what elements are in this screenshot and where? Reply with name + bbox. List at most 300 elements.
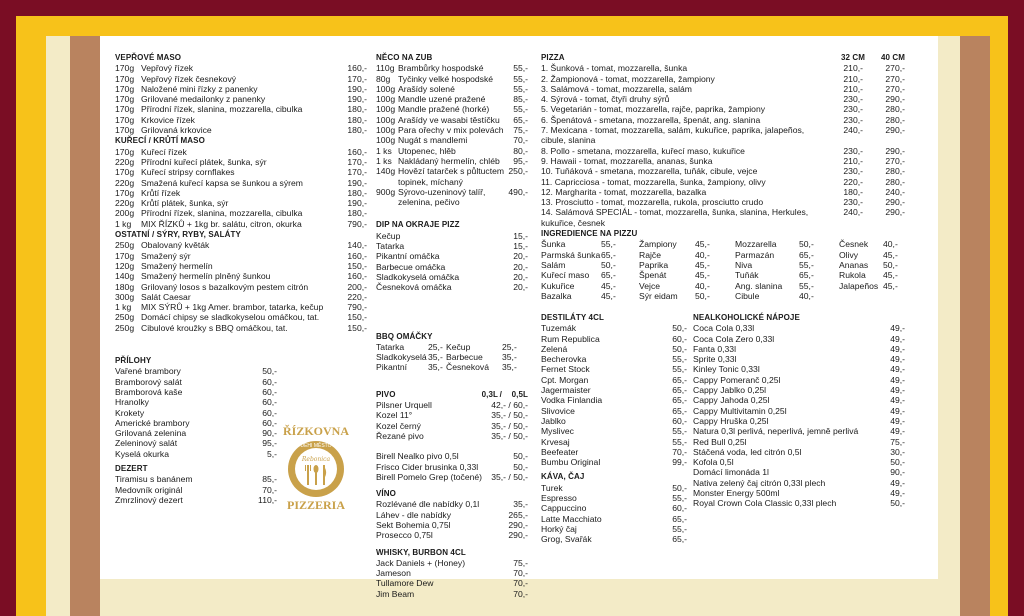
pizza-price-32: 230,-: [843, 94, 863, 105]
item-price: 55,-: [672, 523, 687, 534]
ingredient-row: [541, 250, 905, 260]
item-name: Sladkokyselá omáčka: [376, 271, 460, 282]
item-name: Kuřecí řízek: [141, 146, 187, 157]
menu-item: [541, 483, 687, 493]
item-price: 60,-: [672, 503, 687, 514]
pizza-name: 3. Salámová - tomat, mozzarella, salám: [541, 83, 692, 94]
pizza-item: [541, 63, 905, 73]
beer-header: [376, 389, 528, 400]
item-name: Pikantní: [376, 362, 408, 373]
item-name: Cappy Hruška 0,25l: [693, 415, 769, 426]
item-quantity: 170g: [115, 94, 135, 105]
item-name: Grog, Svařák: [541, 534, 592, 545]
item-price: 65,-: [672, 534, 687, 545]
menu-item: [115, 167, 367, 177]
menu-item: [376, 125, 528, 135]
item-price: 35,-: [513, 499, 528, 510]
menu-item: [115, 428, 277, 438]
ingredient-price: 45,-: [883, 249, 898, 260]
beer-size-03: 0,3L: [481, 389, 498, 399]
item-price: 25,-: [428, 341, 443, 352]
item-quantity: 120g: [115, 260, 135, 271]
spacer: [376, 293, 528, 331]
item-quantity: 100g: [376, 83, 396, 94]
item-quantity: 180g: [115, 281, 135, 292]
item-price: 290,-: [508, 519, 528, 530]
menu-item: [376, 462, 528, 472]
item-name: Pilsner Urquell: [376, 400, 432, 411]
pizza-size-32: 32 CM: [840, 53, 865, 62]
section-title-spirits: DESTILÁTY 4CL: [541, 313, 604, 322]
item-quantity: 220g: [115, 177, 135, 188]
item-name: Cibulové kroužky s BBQ omáčkou, tat.: [141, 322, 288, 333]
menu-column-pizza: [541, 52, 905, 301]
item-price: 75,-: [513, 125, 528, 136]
menu-item: [541, 364, 687, 374]
ingredient-row: [541, 281, 905, 291]
item-quantity: 100g: [376, 125, 396, 136]
beer-size-sep: /: [499, 389, 502, 399]
section-title-ingredients: INGREDIENCE NA PIZZU: [541, 229, 638, 239]
item-price: 70,-: [262, 484, 277, 495]
item-price: 170,-: [347, 167, 367, 178]
item-quantity: 170g: [115, 63, 135, 74]
item-price: 180,-: [347, 187, 367, 198]
item-price: 265,-: [508, 509, 528, 520]
item-name: Cappuccino: [541, 503, 587, 514]
item-price: 49,-: [890, 415, 905, 426]
item-name: Birell Nealko pivo 0,5l: [376, 451, 459, 462]
pizza-item: [541, 125, 905, 146]
menu-item: [693, 478, 905, 488]
item-name: Smažený hermelín plněný šunkou: [141, 271, 271, 282]
menu-item: [115, 271, 367, 281]
item-name: Stáčená voda, led citrón 0,5l: [693, 446, 802, 457]
ingredient-price: 65,-: [799, 270, 814, 281]
menu-item: [693, 488, 905, 498]
item-name: Jameson: [376, 568, 411, 579]
ingredient-name: Rajče: [639, 249, 661, 260]
menu-item: [115, 312, 367, 322]
item-name: Vodka Finlandia: [541, 395, 603, 406]
menu-item: [693, 426, 905, 436]
section-title-sides: PŘÍLOHY: [115, 356, 152, 366]
menu-item: [115, 115, 367, 125]
item-quantity: 100g: [376, 94, 396, 105]
item-name: Krůtí plátek, šunka, sýr: [141, 198, 229, 209]
pizza-price-32: 220,-: [843, 176, 863, 187]
item-price: 15,-: [513, 230, 528, 241]
item-price: 60,-: [672, 415, 687, 426]
item-name: Para ořechy v mix polevách: [398, 125, 504, 136]
menu-item: [376, 94, 528, 104]
pizza-price-32: 240,-: [843, 207, 863, 218]
item-quantity: 1 ks: [376, 145, 392, 156]
item-quantity: 250g: [115, 312, 135, 323]
pizza-price-40: 270,-: [885, 155, 905, 166]
section-title-chicken: KUŘECÍ / KRŮTÍ MASO: [115, 136, 205, 146]
item-price: 70,-: [513, 588, 528, 599]
ingredient-name: Olivy: [839, 249, 859, 260]
item-price: 290,-: [508, 530, 528, 541]
spacer: [115, 333, 367, 355]
item-price: 160,-: [347, 250, 367, 261]
menu-item: [115, 63, 367, 73]
ingredient-price: 45,-: [883, 270, 898, 281]
item-name: Jablko: [541, 415, 566, 426]
item-quantity: 250g: [115, 240, 135, 251]
item-price: 60,-: [262, 386, 277, 397]
beer-size-05: 0,5L: [511, 389, 528, 399]
item-price: 200,-: [347, 281, 367, 292]
item-price: 55,-: [513, 83, 528, 94]
item-price: 75,-: [513, 557, 528, 568]
item-price: 90,-: [262, 428, 277, 439]
ingredient-price: 40,-: [883, 239, 898, 250]
item-price: 49,-: [890, 405, 905, 416]
menu-item: [376, 589, 528, 599]
pizza-price-32: 230,-: [843, 197, 863, 208]
menu-item: [541, 375, 687, 385]
item-name: Česneková: [446, 362, 489, 373]
menu-item: [693, 334, 905, 344]
menu-item: [376, 231, 528, 241]
item-price: 65,-: [672, 405, 687, 416]
pizza-item: [541, 177, 905, 187]
item-price: 490,-: [508, 186, 528, 197]
menu-item: [115, 104, 367, 114]
spacer: [115, 459, 277, 463]
menu-item: [115, 261, 367, 271]
menu-item: [376, 342, 528, 352]
item-name: Salát Caesar: [141, 291, 191, 302]
pizza-name: 5. Vegetarián - tomat, mozzarella, rajče, paprika, žampiony: [541, 104, 766, 115]
item-name: Kozel 11°: [376, 410, 413, 421]
ingredient-name: Sýr eidam: [639, 290, 678, 301]
menu-item: [693, 406, 905, 416]
pizza-item: [541, 207, 905, 228]
svg-text:Rebonica: Rebonica: [301, 456, 331, 463]
item-quantity: 1 ks: [376, 155, 392, 166]
item-price: 15,-: [513, 241, 528, 252]
item-name: Bumbu Original: [541, 457, 601, 468]
ingredient-name: Cibule: [735, 290, 760, 301]
ingredient-price: 55,-: [601, 239, 616, 250]
menu-item: [693, 498, 905, 508]
item-quantity: 170g: [115, 73, 135, 84]
menu-item: [376, 352, 528, 362]
item-quantity: 170g: [115, 167, 135, 178]
menu-item: [376, 520, 528, 530]
item-name: Krvesaj: [541, 436, 570, 447]
menu-item: [693, 323, 905, 333]
menu-item: [693, 395, 905, 405]
item-quantity: 300g: [115, 291, 135, 302]
item-price: 75,-: [890, 436, 905, 447]
item-name: Naložené mini řízky z panenky: [141, 83, 258, 94]
item-name: Rum Republica: [541, 333, 600, 344]
ingredient-price: 65,-: [601, 249, 616, 260]
item-price: 60,-: [262, 376, 277, 387]
item-price: 42,- / 60,-: [491, 400, 528, 411]
item-name: Domácí chipsy se sladkokyselou omáčkou, tat.: [141, 312, 320, 323]
item-price: 50,-: [672, 343, 687, 354]
item-name: Smažená kuřecí kapsa se šunkou a sýrem: [141, 177, 303, 188]
menu-item: [115, 292, 367, 302]
ingredient-name: Niva: [735, 259, 753, 270]
item-quantity: 170g: [115, 114, 135, 125]
pizza-name: 4. Sýrová - tomat, čtyři druhy sýrů: [541, 94, 670, 105]
menu-item: [541, 524, 687, 534]
item-name: Utopenec, hlěb: [398, 145, 456, 156]
menu-item: [693, 385, 905, 395]
item-name: Tiramisu s banánem: [115, 474, 193, 485]
menu-item: [376, 187, 528, 208]
item-quantity: 170g: [115, 83, 135, 94]
menu-item: [693, 375, 905, 385]
item-quantity: 170g: [115, 187, 135, 198]
ingredient-price: 65,-: [601, 270, 616, 281]
menu-item: [693, 457, 905, 467]
menu-item: [541, 437, 687, 447]
item-quantity: 140g: [115, 271, 135, 282]
item-price: 20,-: [513, 261, 528, 272]
ingredient-name: Ananas: [839, 259, 869, 270]
item-price: 50,-: [672, 323, 687, 334]
menu-item: [376, 362, 528, 372]
item-price: 70,-: [513, 578, 528, 589]
menu-item: [541, 493, 687, 503]
menu-item: [541, 457, 687, 467]
item-quantity: 220g: [115, 156, 135, 167]
menu-item: [541, 385, 687, 395]
menu-item: [115, 474, 277, 484]
item-price: 49,-: [890, 477, 905, 488]
item-name: Tyčinky velké hospodské: [398, 73, 494, 84]
item-name: Slivovice: [541, 405, 575, 416]
item-price: 170,-: [347, 156, 367, 167]
item-price: 90,-: [890, 467, 905, 478]
ingredient-row: [541, 260, 905, 270]
item-name: Tatarka: [376, 241, 405, 252]
section-title-other: OSTATNÍ / SÝRY, RYBY, SALÁTY: [115, 230, 241, 240]
pizza-price-40: 290,-: [885, 125, 905, 136]
item-name: Frisco Cider brusinka 0,33l: [376, 461, 479, 472]
item-name: Krůtí řízek: [141, 187, 181, 198]
pizza-name: 6. Špenátová - smetana, mozzarella, špenát, ang. slanina: [541, 114, 761, 125]
ingredient-name: Mozzarella: [735, 239, 777, 250]
menu-item: [541, 354, 687, 364]
item-name: Barbecue omáčka: [376, 261, 446, 272]
item-price: 790,-: [347, 302, 367, 313]
item-name: Jack Daniels + (Honey): [376, 557, 466, 568]
item-name: Sladkokyselá: [376, 352, 427, 363]
pizza-size-40: 40 CM: [880, 53, 905, 62]
pizza-name: 8. Pollo - smetana, mozzarella, kuřecí maso, kukuřice: [541, 145, 745, 156]
item-price: 180,-: [347, 125, 367, 136]
menu-item: [693, 447, 905, 457]
item-price: 20,-: [513, 251, 528, 262]
item-quantity: 220g: [115, 198, 135, 209]
pizza-item: [541, 187, 905, 197]
ingredient-price: 55,-: [799, 259, 814, 270]
item-quantity: 100g: [376, 135, 396, 146]
item-name: Latte Macchiato: [541, 513, 602, 524]
ingredient-price: 45,-: [695, 259, 710, 270]
item-price: 160,-: [347, 146, 367, 157]
pizza-price-40: 280,-: [885, 166, 905, 177]
item-quantity: 900g: [376, 186, 396, 197]
section-title-pizza: PIZZA: [541, 53, 565, 62]
ingredient-price: 45,-: [695, 239, 710, 250]
ingredient-name: Žampiony: [639, 239, 677, 250]
item-price: 190,-: [347, 83, 367, 94]
pizza-price-32: 210,-: [843, 83, 863, 94]
item-price: 35,-: [502, 352, 517, 363]
item-name: Kyselá okurka: [115, 448, 169, 459]
ingredient-name: Parmská šunka: [541, 249, 601, 260]
item-name: Natura 0,3l perlivá, neperlivá, jemně perlivá: [693, 426, 859, 437]
pizza-name: 9. Hawaii - tomat, mozzarella, ananas, šunka: [541, 155, 713, 166]
item-name: Barbecue: [446, 352, 483, 363]
ingredient-name: Ang. slanina: [735, 280, 783, 291]
menu-item: [541, 534, 687, 544]
item-name: Jim Beam: [376, 588, 415, 599]
item-price: 85,-: [513, 94, 528, 105]
section-title-coffee: KÁVA, ČAJ: [541, 472, 585, 482]
item-name: Cappy Jahoda 0,25l: [693, 395, 770, 406]
right-brown-stripe: [960, 36, 990, 616]
menu-item: [376, 451, 528, 461]
menu-item: [376, 510, 528, 520]
ingredient-row: [541, 270, 905, 280]
menu-column-soft-drinks: [693, 312, 905, 509]
ingredient-price: 40,-: [799, 290, 814, 301]
menu-item: [541, 416, 687, 426]
item-name: Vařené brambory: [115, 366, 181, 377]
ingredient-price: 55,-: [799, 280, 814, 291]
spacer: [376, 207, 528, 219]
menu-item: [115, 302, 367, 312]
ingredient-name: Šunka: [541, 239, 566, 250]
menu-item: [376, 262, 528, 272]
spacer: [376, 541, 528, 547]
menu-item: [376, 472, 528, 482]
item-price: 60,-: [262, 417, 277, 428]
pizza-item: [541, 74, 905, 84]
item-quantity: 170g: [115, 146, 135, 157]
item-name: MIX ŘÍZKŮ + 1kg br. salátu, citron, okurka: [141, 218, 302, 229]
menu-item: [115, 485, 277, 495]
item-name: Kuřecí stripsy cornflakes: [141, 167, 235, 178]
item-price: 150,-: [347, 260, 367, 271]
item-price: 110,-: [258, 494, 277, 505]
menu-item: [115, 377, 277, 387]
ingredient-price: 65,-: [799, 249, 814, 260]
item-price: 20,-: [513, 271, 528, 282]
item-price: 170,-: [347, 73, 367, 84]
item-price: 55,-: [672, 436, 687, 447]
pizza-name: 7. Mexicana - tomat, mozzarella, salám, kukuřice, paprika, jalapeños, cibule, slanina: [541, 125, 805, 146]
item-name: Domácí limonáda 1l: [693, 467, 769, 478]
item-name: Mandle pražené (horké): [398, 104, 490, 115]
item-price: 60,-: [262, 407, 277, 418]
item-quantity: 110g: [376, 63, 395, 74]
item-price: 95,-: [262, 438, 277, 449]
item-price: 150,-: [347, 312, 367, 323]
menu-item: [115, 282, 367, 292]
menu-item: [376, 530, 528, 540]
menu-item: [693, 437, 905, 447]
ingredient-name: Parmazán: [735, 249, 775, 260]
item-name: Arašídy solené: [398, 83, 455, 94]
menu-item: [376, 166, 528, 187]
item-price: 70,-: [513, 135, 528, 146]
pizza-price-40: 280,-: [885, 104, 905, 115]
pizza-price-40: 290,-: [885, 207, 905, 218]
spacer: [376, 373, 528, 389]
item-name: MIX SÝRŮ + 1kg Amer. brambor, tatarka, kečup: [141, 302, 324, 313]
pizza-price-40: 240,-: [885, 186, 905, 197]
pizza-price-32: 210,-: [843, 155, 863, 166]
ingredient-name: Rukola: [839, 270, 866, 281]
item-price: 65,-: [672, 374, 687, 385]
menu-item: [541, 323, 687, 333]
item-name: Kofola 0,5l: [693, 457, 734, 468]
item-price: 140,-: [347, 240, 367, 251]
item-price: 250,-: [508, 166, 528, 177]
menu-item: [693, 354, 905, 364]
pizza-item: [541, 94, 905, 104]
menu-item: [115, 366, 277, 376]
menu-item: [693, 467, 905, 477]
pizza-price-32: 210,-: [843, 63, 863, 74]
item-name: Česneková omáčka: [376, 282, 452, 293]
item-name: Bramborový salát: [115, 376, 182, 387]
pizza-price-32: 230,-: [843, 145, 863, 156]
item-price: 25,-: [502, 341, 517, 352]
item-price: 35,- / 50,-: [491, 420, 528, 431]
menu-item: [115, 157, 367, 167]
item-price: 190,-: [347, 177, 367, 188]
item-price: 190,-: [347, 198, 367, 209]
item-price: 55,-: [672, 493, 687, 504]
item-price: 60,-: [262, 397, 277, 408]
ingredient-name: Vejce: [639, 280, 661, 291]
item-name: Horký čaj: [541, 523, 577, 534]
item-name: Hovězí tatarček s půltuctem topinek, míchaný: [398, 166, 505, 187]
menu-item: [376, 84, 528, 94]
menu-item: [376, 578, 528, 588]
item-quantity: 80g: [376, 73, 391, 84]
item-name: Americké brambory: [115, 417, 190, 428]
item-price: 49,-: [890, 354, 905, 365]
pizza-price-40: 280,-: [885, 176, 905, 187]
item-name: Smažený hermelín: [141, 260, 213, 271]
item-price: 49,-: [890, 395, 905, 406]
menu-item: [115, 323, 367, 333]
menu-item: [541, 426, 687, 436]
item-name: Medovník originál: [115, 484, 183, 495]
item-name: Coca Cola 0,33l: [693, 323, 755, 334]
item-name: Hranolky: [115, 397, 149, 408]
item-name: Nativa zelený čaj citrón 0,33l plech: [693, 477, 826, 488]
pizza-price-40: 280,-: [885, 114, 905, 125]
ingredient-price: 45,-: [883, 280, 898, 291]
item-name: Royal Crown Cola Classic 0,33l plech: [693, 498, 837, 509]
item-quantity: 100g: [376, 104, 396, 115]
item-quantity: 250g: [115, 322, 135, 333]
